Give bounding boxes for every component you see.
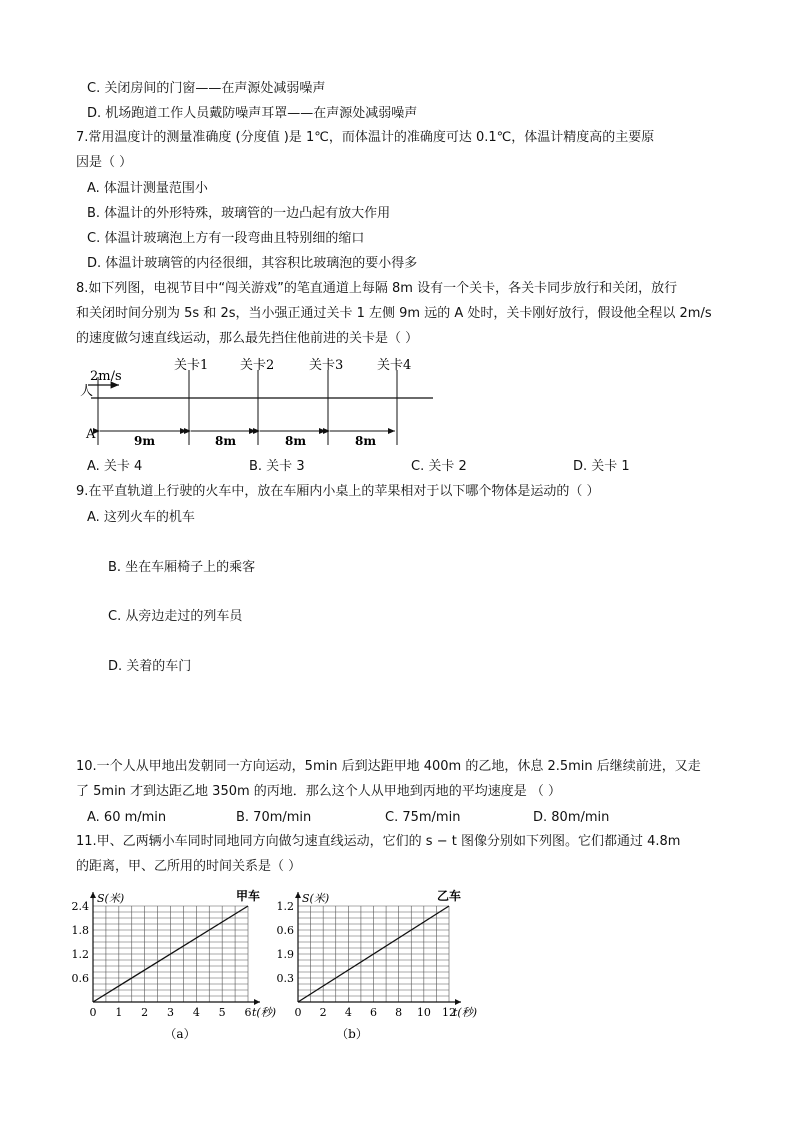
y-tick-label: 2.4 <box>71 900 89 913</box>
series-label: 甲车 <box>236 889 261 903</box>
q8-point-a-label: A <box>86 427 96 442</box>
q7-option-c: C. 体温计玻璃泡上方有一段弯曲且特别细的缩口 <box>87 231 365 246</box>
chart-a <box>72 888 277 1041</box>
chart-caption: （b） <box>336 1027 368 1041</box>
q8-stem-line1: 8.如下列图，电视节目中“闯关游戏”的笔直通道上每隔 8m 设有一个关卡，各关卡同步放行和关闭，放行 <box>76 281 678 296</box>
q8-gate-label: 关卡4 <box>377 358 412 373</box>
x-axis-label: t(秒) <box>252 1006 277 1019</box>
q8-dim-label: 8m <box>285 434 307 448</box>
y-axis-arrow <box>90 892 96 898</box>
y-tick-label: 0.3 <box>276 972 294 985</box>
q8-speed-label: 2m/s <box>90 369 122 384</box>
q8-stem-line2: 和关闭时间分别为 5s 和 2s，当小强正通过关卡 1 左侧 9m 远的 A 处时，关卡刚好放行，假设他全程以 2m/s <box>76 306 712 321</box>
x-tick-label: 5 <box>218 1006 226 1019</box>
q7-option-a: A. 体温计测量范围小 <box>87 181 208 196</box>
x-axis-arrow <box>455 999 461 1005</box>
x-tick-label: 8 <box>395 1006 403 1019</box>
x-tick-label: 4 <box>344 1006 352 1019</box>
q8-option-b: B. 关卡 3 <box>249 459 305 474</box>
q9-option-b: B. 坐在车厢椅子上的乘客 <box>108 560 256 575</box>
x-axis-arrow <box>254 999 260 1005</box>
y-tick-label: 1.2 <box>276 900 294 913</box>
x-tick-label: 1 <box>115 1006 123 1019</box>
q9-option-a: A. 这列火车的机车 <box>87 510 195 525</box>
q9-option-c: C. 从旁边走过的列车员 <box>108 609 243 624</box>
q8-dim-label: 9m <box>134 434 156 448</box>
y-tick-label: 0.6 <box>276 924 294 937</box>
x-tick-label: 12 <box>442 1006 456 1019</box>
q10-stem-line1: 10.一个人从甲地出发朝同一方向运动，5min 后到达距甲地 400m 的乙地，休息 2.5min 后继续前进，又走 <box>76 759 701 774</box>
q8-dim-label: 8m <box>355 434 377 448</box>
q10-stem-line2: 了 5min 才到达距乙地 350m 的丙地．那么这个人从甲地到丙地的平均速度是 （ ） <box>76 784 562 799</box>
y-axis-label: S(米) <box>302 892 330 905</box>
q8-person-label: 人 <box>80 384 94 399</box>
q6-option-c: C. 关闭房间的门窗——在声源处减弱噪声 <box>87 81 326 96</box>
q11-stem-line2: 的距离，甲、乙所用的时间关系是（ ） <box>76 859 302 874</box>
q10-option-b: B. 70m/min <box>236 810 312 825</box>
q8-dim-label: 8m <box>215 434 237 448</box>
q7-stem-line2: 因是（ ） <box>76 155 133 170</box>
q8-gate-label: 关卡3 <box>309 358 344 373</box>
x-tick-label: 2 <box>141 1006 149 1019</box>
q9-option-d: D. 关着的车门 <box>108 659 192 674</box>
y-tick-label: 1.2 <box>71 948 89 961</box>
q7-option-d: D. 体温计玻璃管的内径很细，其容积比玻璃泡的要小得多 <box>87 256 418 271</box>
x-tick-label: 6 <box>244 1006 252 1019</box>
q8-option-a: A. 关卡 4 <box>87 459 143 474</box>
q8-option-d: D. 关卡 1 <box>573 459 630 474</box>
x-tick-label: 0 <box>294 1006 302 1019</box>
y-tick-label: 1.9 <box>276 948 294 961</box>
q10-option-d: D. 80m/min <box>533 810 610 825</box>
y-tick-label: 0.6 <box>71 972 89 985</box>
q8-stem-line3: 的速度做匀速直线运动，那么最先挡住他前进的关卡是（ ） <box>76 331 419 346</box>
q11-stem-line1: 11.甲、乙两辆小车同时同地同方向做匀速直线运动，它们的 s − t 图像分别如下列图。它们都通过 4.8m <box>76 834 681 849</box>
y-axis-arrow <box>295 892 301 898</box>
q8-gate-label: 关卡1 <box>174 358 209 373</box>
series-line <box>93 906 248 1002</box>
series-label: 乙车 <box>437 889 462 903</box>
chart-caption: （a） <box>164 1027 196 1041</box>
x-axis-label: t(秒) <box>453 1006 478 1019</box>
y-axis-label: S(米) <box>97 892 125 905</box>
q8-option-c: C. 关卡 2 <box>411 459 467 474</box>
q6-option-d: D. 机场跑道工作人员戴防噪声耳罩——在声源处减弱噪声 <box>87 106 418 121</box>
q10-option-c: C. 75m/min <box>385 810 461 825</box>
x-tick-label: 4 <box>192 1006 200 1019</box>
q9-stem: 9.在平直轨道上行驶的火车中，放在车厢内小桌上的苹果相对于以下哪个物体是运动的（ ） <box>76 484 600 499</box>
x-tick-label: 0 <box>89 1006 97 1019</box>
x-tick-label: 10 <box>416 1006 431 1019</box>
x-tick-label: 2 <box>319 1006 327 1019</box>
q8-gate-label: 关卡2 <box>240 358 275 373</box>
x-tick-label: 3 <box>167 1006 174 1019</box>
q10-option-a: A. 60 m/min <box>87 810 167 825</box>
series-line <box>298 906 449 1002</box>
q7-stem-line1: 7.常用温度计的测量准确度 (分度值 )是 1℃，而体温计的准确度可达 0.1℃，体温计精度高的主要原 <box>76 130 655 145</box>
q7-option-b: B. 体温计的外形特殊，玻璃管的一边凸起有放大作用 <box>87 206 391 221</box>
x-tick-label: 6 <box>370 1006 377 1019</box>
chart-b <box>277 888 478 1041</box>
y-tick-label: 1.8 <box>71 924 89 937</box>
